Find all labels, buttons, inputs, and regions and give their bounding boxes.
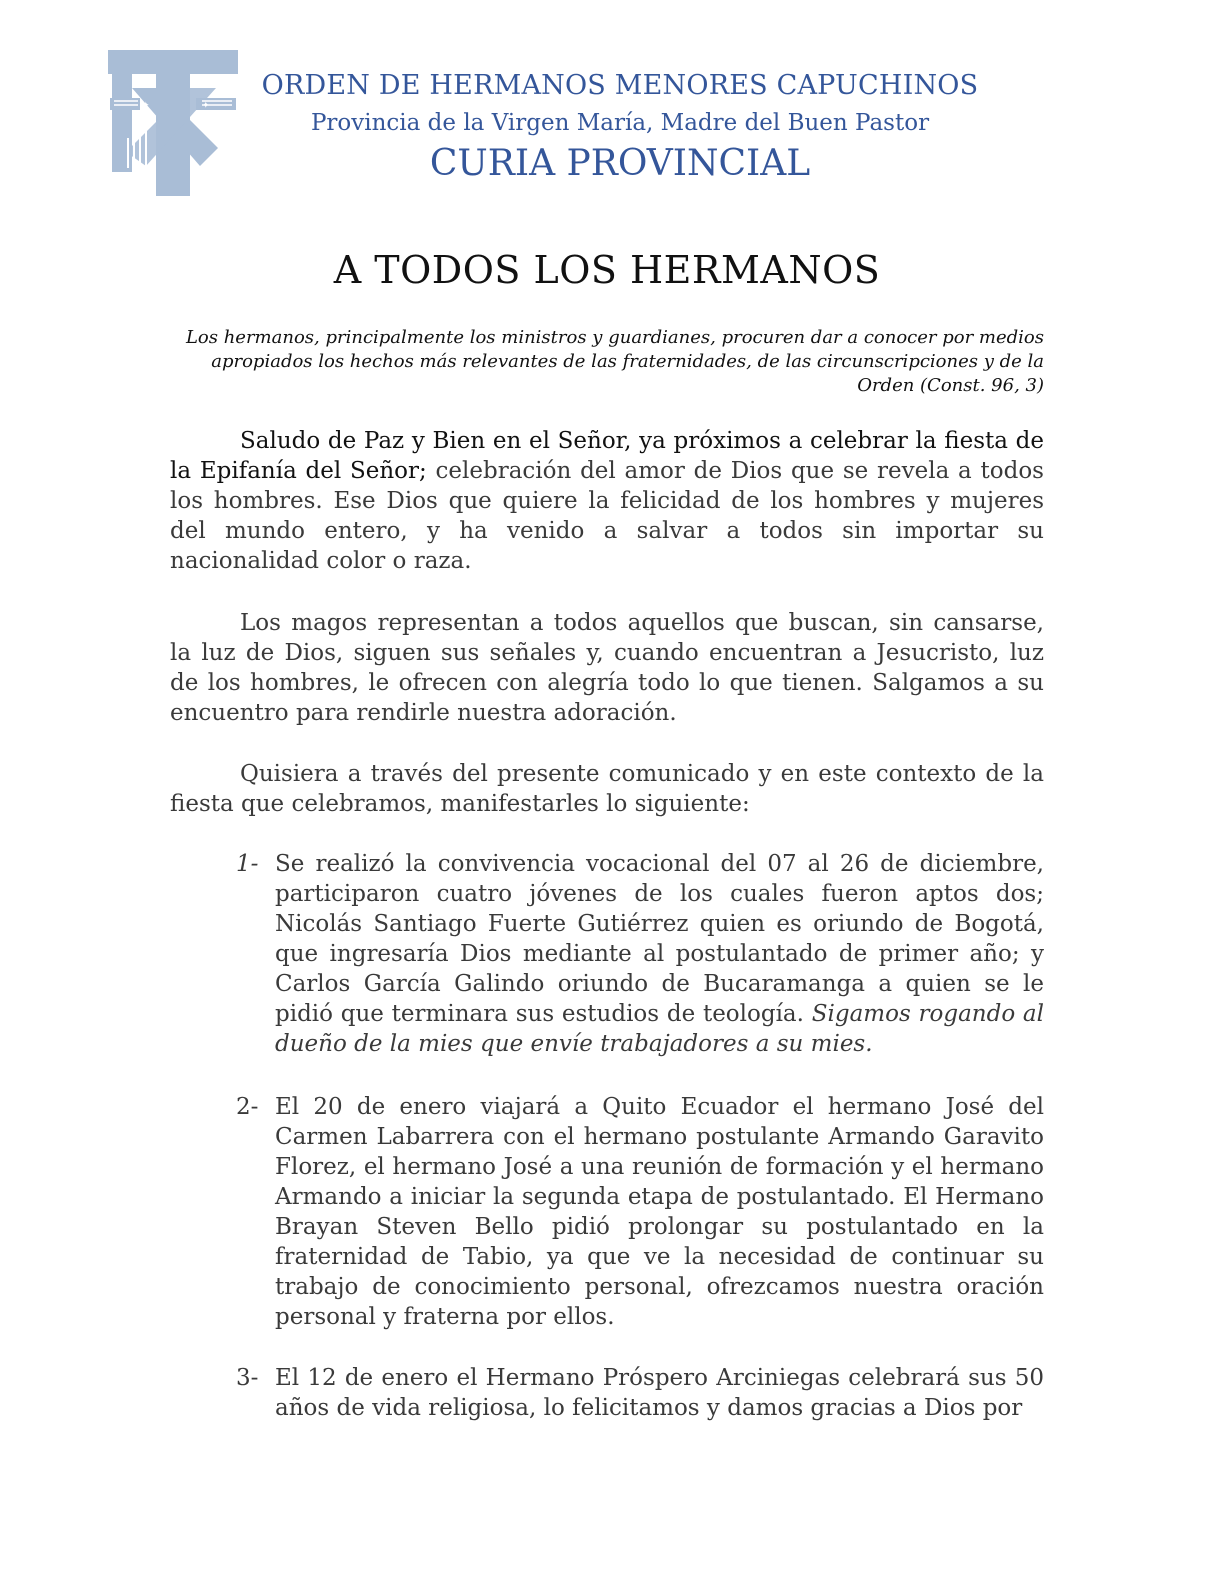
list-item: [236, 1092, 1044, 1332]
svg-text:✦: ✦: [142, 101, 150, 111]
list-item-text: El 20 de enero viajará a Quito Ecuador el hermano José del Carmen Labarrera con el hermano postulante Armando Garavito Florez, el hermano José a una reunión de formación y el hermano Armando a iniciar la segunda etapa de postulantado. El Hermano Brayan Steven Bello pidió prolongar su postulantado en la fraternidad de Tabio, ya que ve la necesidad de continuar su trabajo de conocimiento personal, ofrezcamos nuestra oración personal y fraterna por ellos.: [275, 1094, 1044, 1330]
list-item-number: 1-: [236, 851, 259, 877]
office-name: CURIA PROVINCIAL: [429, 143, 811, 184]
list-item: [236, 1363, 1044, 1423]
org-name: ORDEN DE HERMANOS MENORES CAPUCHINOS: [261, 70, 979, 101]
list-item-emphasis: Sigamos rogando al dueño de la mies que envíe trabajadores a su mies.: [275, 1001, 1045, 1057]
greeting-rest: celebración del amor de Dios que se revela a todos los hombres. Ese Dios que quiere la felicidad de los hombres y mujeres del mundo entero, y ha venido a salvar a todos sin importar su nacionalidad color o raza.: [170, 458, 1044, 574]
greeting-paragraph: [170, 426, 1044, 576]
province-name: Provincia de la Virgen María, Madre del Buen Pastor: [310, 110, 930, 136]
list-item-text: El 12 de enero el Hermano Próspero Arciniegas celebrará sus 50 años de vida religiosa, lo felicitamos y damos gracias a Dios por: [275, 1365, 1044, 1421]
epigraph: Los hermanos, principalmente los ministros y guardianes, procuren dar a conocer por medios apropiados los hechos más relevantes de las fraternidades, de las circunscripciones y de la Orden (Const. 96, 3): [185, 327, 1044, 396]
svg-text:✦: ✦: [202, 101, 210, 111]
list-item-number: 3-: [236, 1365, 259, 1391]
document-title: A TODOS LOS HERMANOS: [333, 248, 881, 292]
magos-paragraph: Los magos representan a todos aquellos que buscan, sin cansarse, la luz de Dios, siguen sus señales y, cuando encuentran a Jesucristo, luz de los hombres, le ofrecen con alegría todo lo que tienen. Salgamos a su encuentro para rendirle nuestra adoración.: [170, 610, 1044, 726]
list-item-body: Se realizó la convivencia vocacional del 07 al 26 de diciembre, participaron cuatro jóvenes de los cuales fueron aptos dos; Nicolás Santiago Fuerte Gutiérrez quien es oriundo de Bogotá, que ingresaría Dios mediante al postulantado de primer año; y Carlos García Galindo oriundo de Bucaramanga a quien se le pidió que terminara sus estudios de teología.: [275, 851, 1044, 1027]
capuchin-tau-cross-icon: [106, 48, 240, 198]
intro-paragraph: Quisiera a través del presente comunicado y en este contexto de la fiesta que celebramos, manifestarles lo siguiente:: [170, 761, 1044, 817]
greeting-lead: Saludo de Paz y Bien en el Señor, ya próximos a celebrar la fiesta de la Epifanía del Señor;: [170, 428, 1044, 484]
list-item-text: [275, 849, 1044, 1059]
list-item-number: 2-: [236, 1094, 259, 1120]
list-item: [236, 849, 1044, 1059]
